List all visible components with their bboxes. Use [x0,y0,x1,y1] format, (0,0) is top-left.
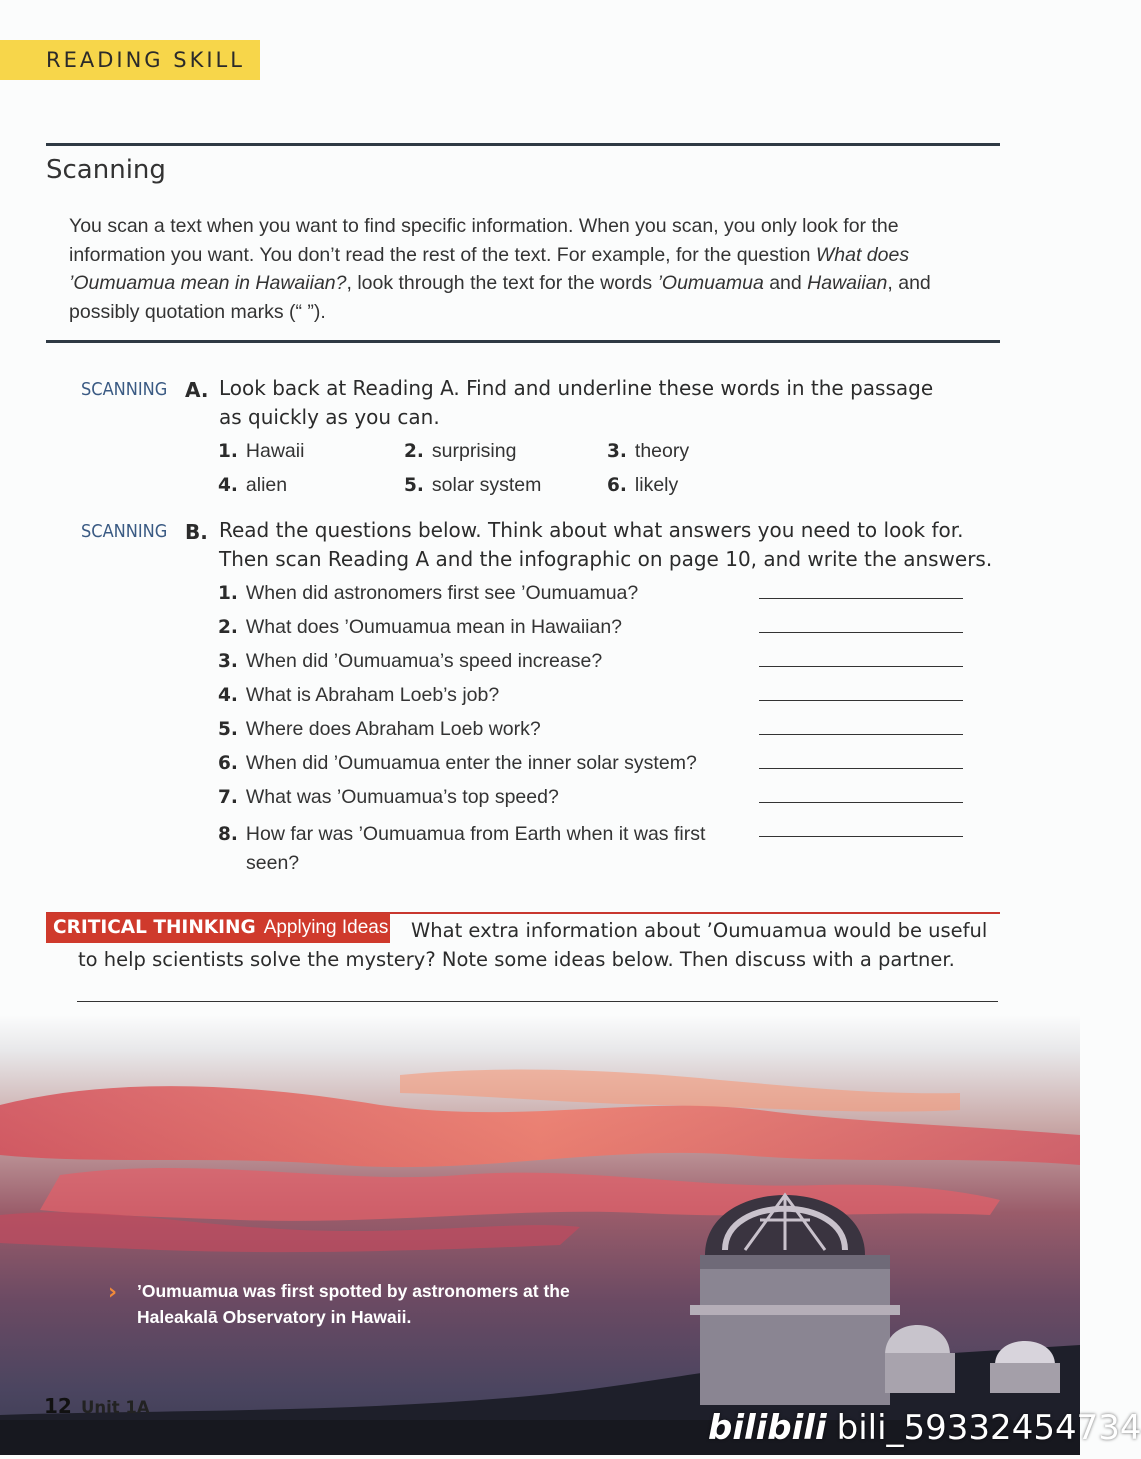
watermark [708,1408,1141,1448]
answer-line[interactable] [759,768,963,769]
exercise-b-label: SCANNING [81,521,168,542]
photo-caption: ’Oumuamua was first spotted by astronomers at the Haleakalā Observatory in Hawaii. [137,1281,570,1327]
answer-line[interactable] [759,802,963,803]
answer-line[interactable] [759,836,963,837]
word-item: 5. solar system [404,474,542,496]
answer-line[interactable] [759,632,963,633]
exercise-a-letter: A. [185,378,209,402]
critical-thinking-prompt: What extra information about ’Oumuamua would be useful to help scientists solve the mystery? Note some ideas below. Then discuss with a partner. [78,919,988,971]
question-item: 6. When did ’Oumuamua enter the inner solar system? [218,752,697,774]
word-item: 1. Hawaii [218,440,305,462]
skill-box-bottom-rule [46,340,1000,343]
note-line[interactable] [77,1001,998,1002]
question-item: 3. When did ’Oumuamua’s speed increase? [218,650,603,672]
answer-line[interactable] [759,666,963,667]
word-item: 3. theory [607,440,690,462]
question-item: 2. What does ’Oumuamua mean in Hawaiian? [218,616,623,638]
skill-title: Scanning [46,155,166,185]
caption-arrow-icon: › [108,1280,118,1305]
question-item: 5. Where does Abraham Loeb work? [218,718,541,740]
word-item: 6. likely [607,474,679,496]
exercise-a-label: SCANNING [81,379,168,400]
word-item: 4. alien [218,474,288,496]
question-item: 1. When did astronomers first see ’Oumuamua? [218,582,639,604]
page-number: 12 [44,1394,72,1418]
watermark-user: bili_59332454734 [836,1408,1141,1448]
unit-label: Unit 1A [81,1398,150,1417]
exercise-b-instruction: Read the questions below. Think about what answers you need to look for. Then scan Reading A and the infographic on page 10, and write the answers. [219,518,993,571]
observatory-sunset-photo [0,1015,1080,1455]
question-item: 8. How far was ’Oumuamua from Earth when it was first seen? [218,823,706,874]
answer-line[interactable] [759,700,963,701]
question-item: 4. What is Abraham Loeb’s job? [218,684,500,706]
exercise-a-instruction: Look back at Reading A. Find and underline these words in the passage as quickly as you can. [219,376,934,429]
critical-thinking-label: CRITICAL THINKING Applying Ideas [46,913,390,943]
answer-line[interactable] [759,734,963,735]
word-item: 2. surprising [404,440,517,462]
exercise-b-letter: B. [185,520,208,544]
reading-skill-tag: READING SKILL [0,40,260,80]
answer-line[interactable] [759,598,963,599]
skill-box-top-rule [46,143,1000,146]
bilibili-logo: bilibili [708,1408,827,1448]
skill-description: You scan a text when you want to find specific information. When you scan, you only look for the information you want. You don’t read the rest of the text. For example, for the question What does ’Oumuamua mean in Hawaiian?, look through the text for the words ’Oumuamua and Hawaiian, and possibly quotation marks (“ ”). [69,215,931,323]
question-item: 7. What was ’Oumuamua’s top speed? [218,786,559,808]
